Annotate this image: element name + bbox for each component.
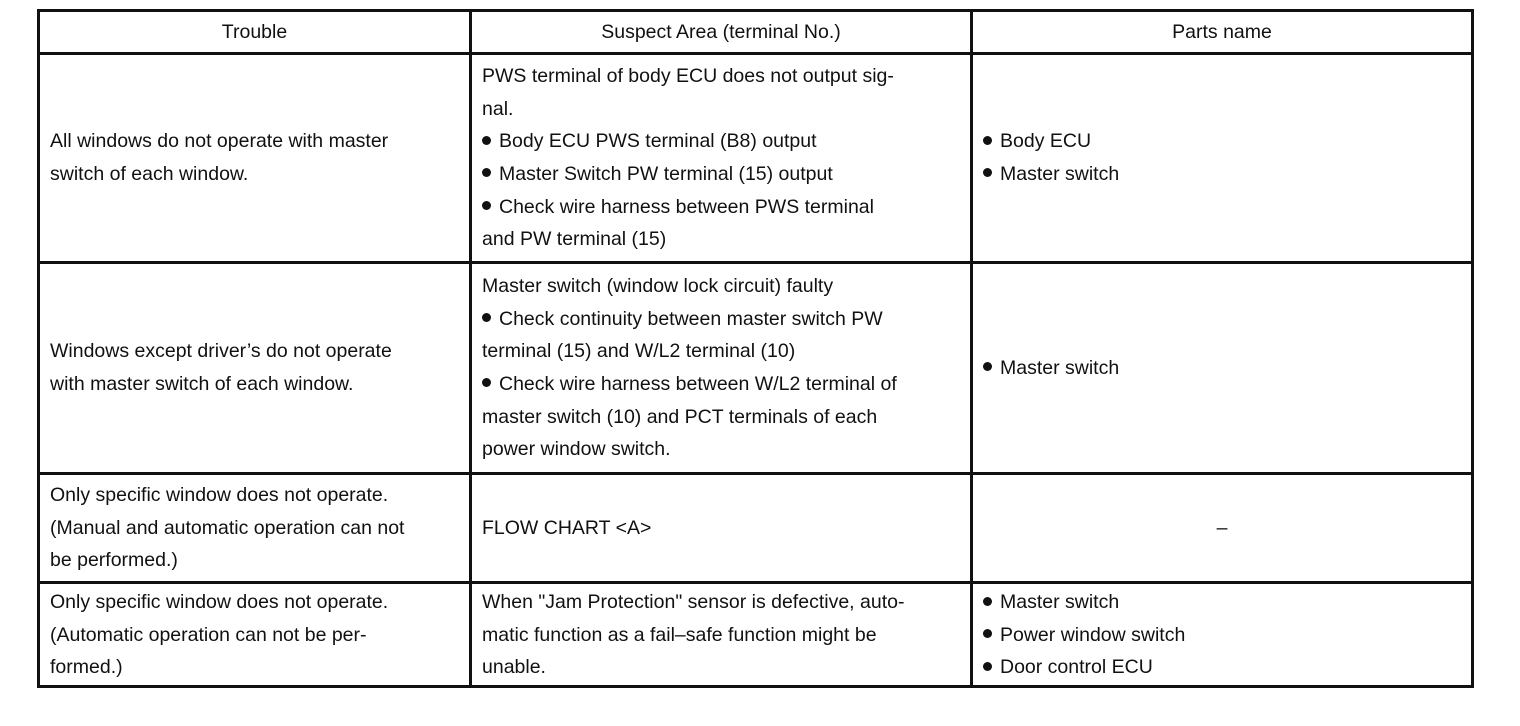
- parts-cell: [973, 264, 1471, 472]
- suspect-area-cell: [472, 264, 973, 472]
- suspect-line: PWS terminal of body ECU does not output sig-: [482, 65, 894, 88]
- trouble-cell: [40, 264, 472, 472]
- bullet-icon: [482, 313, 491, 322]
- trouble-cell: [40, 55, 472, 261]
- part-item: [983, 125, 1461, 158]
- suspect-bullet-text: Check continuity between master switch PW: [499, 307, 883, 330]
- header-suspect-area: [472, 12, 973, 52]
- part-item: [983, 651, 1461, 684]
- trouble-line: (Automatic operation can not be per-: [50, 623, 367, 646]
- trouble-line: Windows except driver’s do not operate: [50, 340, 392, 363]
- trouble-line: formed.): [50, 656, 123, 679]
- table-row: [40, 55, 1471, 264]
- suspect-bullet-text: Body ECU PWS terminal (B8) output: [499, 130, 817, 153]
- header-trouble-label: Trouble: [221, 21, 288, 43]
- part-name: Body ECU: [1000, 130, 1092, 153]
- part-name: Master switch: [1000, 356, 1120, 379]
- suspect-bullet-item: [482, 368, 960, 401]
- bullet-icon: [482, 201, 491, 210]
- parts-cell: [973, 55, 1471, 261]
- suspect-bullet-item: [482, 191, 960, 224]
- suspect-area-cell: [472, 55, 973, 261]
- table-header-row: [40, 12, 1471, 55]
- part-name: Power window switch: [1000, 623, 1186, 646]
- trouble-line: switch of each window.: [50, 163, 249, 185]
- bullet-icon: [983, 662, 992, 671]
- table-row: [40, 475, 1471, 584]
- bullet-icon: [482, 378, 491, 387]
- bullet-icon: [983, 597, 992, 606]
- bullet-icon: [983, 168, 992, 177]
- suspect-area-cell: [472, 584, 973, 685]
- parts-dash: –: [1216, 516, 1228, 539]
- suspect-line: Master switch (window lock circuit) faulty: [482, 275, 834, 298]
- suspect-line: terminal (15) and W/L2 terminal (10): [482, 340, 796, 363]
- header-suspect-area-label: Suspect Area (terminal No.): [601, 21, 841, 43]
- trouble-line: with master switch of each window.: [50, 373, 354, 395]
- part-item: [983, 619, 1461, 652]
- suspect-bullet-text: Master Switch PW terminal (15) output: [499, 163, 833, 185]
- suspect-line: nal.: [482, 97, 514, 120]
- trouble-line: All windows do not operate with master: [50, 130, 389, 153]
- part-name: Door control ECU: [1000, 656, 1153, 679]
- trouble-line: Only specific window does not operate.: [50, 484, 389, 507]
- table-row: [40, 584, 1471, 685]
- bullet-icon: [983, 362, 992, 371]
- trouble-line: be performed.): [50, 549, 178, 572]
- bullet-icon: [983, 629, 992, 638]
- trouble-line: Only specific window does not operate.: [50, 591, 389, 614]
- bullet-icon: [482, 136, 491, 145]
- part-item: [983, 352, 1461, 385]
- trouble-cell: [40, 475, 472, 581]
- suspect-bullet-text: Check wire harness between W/L2 terminal of: [499, 373, 897, 395]
- trouble-line: (Manual and automatic operation can not: [50, 516, 405, 539]
- suspect-bullet-item: [482, 125, 960, 158]
- suspect-line: FLOW CHART <A>: [482, 516, 652, 539]
- suspect-line: matic function as a fail–safe function might be: [482, 623, 877, 646]
- suspect-bullet-item: [482, 303, 960, 336]
- suspect-bullet-text: Check wire harness between PWS terminal: [499, 195, 874, 218]
- part-item: [983, 586, 1461, 619]
- suspect-area-cell: [472, 475, 973, 581]
- suspect-line: and PW terminal (15): [482, 228, 667, 251]
- bullet-icon: [983, 136, 992, 145]
- parts-cell: [973, 475, 1471, 581]
- table-row: [40, 264, 1471, 475]
- bullet-icon: [482, 168, 491, 177]
- suspect-line: power window switch.: [482, 438, 671, 461]
- suspect-line: When "Jam Protection" sensor is defective, auto-: [482, 591, 905, 614]
- suspect-bullet-item: [482, 158, 960, 191]
- header-parts-name: [973, 12, 1471, 52]
- troubleshooting-table: [37, 9, 1474, 688]
- trouble-cell: [40, 584, 472, 685]
- suspect-line: unable.: [482, 656, 546, 679]
- header-parts-name-label: Parts name: [1172, 21, 1272, 43]
- suspect-line: master switch (10) and PCT terminals of each: [482, 405, 878, 428]
- part-item: [983, 158, 1461, 191]
- part-name: Master switch: [1000, 163, 1120, 185]
- parts-cell: [973, 584, 1471, 685]
- part-name: Master switch: [1000, 591, 1120, 614]
- header-trouble: [40, 12, 472, 52]
